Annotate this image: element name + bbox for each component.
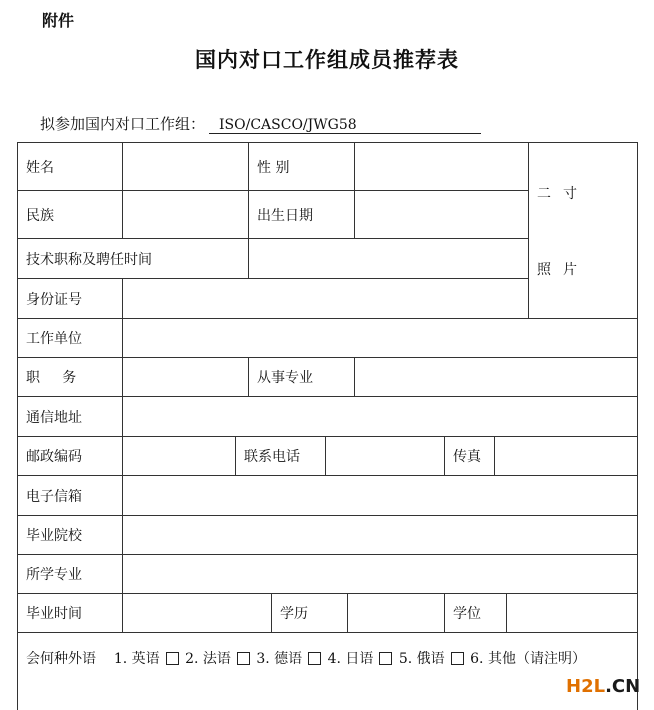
degree-label: 学位	[445, 594, 507, 633]
language-option-german: 3. 德语	[256, 651, 303, 667]
email-input[interactable]	[123, 476, 638, 516]
phone-label: 联系电话	[236, 437, 326, 476]
language-option-english: 1. 英语	[113, 651, 160, 667]
language-option-russian: 5. 俄语	[398, 651, 445, 667]
postcode-input[interactable]	[123, 437, 236, 476]
ethnicity-input[interactable]	[123, 191, 249, 239]
language-label: 会何种外语	[26, 651, 96, 667]
watermark-cn: .CN	[605, 676, 641, 697]
birthdate-input[interactable]	[355, 191, 529, 239]
email-label: 电子信箱	[18, 476, 123, 516]
language-option-japanese: 4. 日语	[327, 651, 374, 667]
working-group-label: 拟参加国内对口工作组：	[40, 115, 206, 133]
german-checkbox[interactable]	[308, 652, 321, 665]
language-option-other: 6. 其他（请注明）	[470, 651, 586, 667]
employer-input[interactable]	[123, 319, 638, 358]
specialty-label: 从事专业	[249, 358, 355, 397]
degree-input[interactable]	[507, 594, 638, 633]
photo-text-1: 二寸	[537, 185, 589, 202]
phone-input[interactable]	[326, 437, 445, 476]
recommendation-form-table	[17, 142, 641, 710]
postcode-label: 邮政编码	[18, 437, 123, 476]
language-option-french: 2. 法语	[185, 651, 231, 667]
position-input[interactable]	[123, 358, 249, 397]
title-time-label: 技术职称及聘任时间	[18, 239, 249, 279]
title-time-input[interactable]	[249, 239, 529, 279]
french-checkbox[interactable]	[237, 652, 250, 665]
name-input[interactable]	[123, 143, 249, 191]
watermark-h2l: H2L	[566, 676, 606, 697]
fax-label: 传真	[445, 437, 495, 476]
name-label: 姓名	[18, 143, 123, 191]
major-label: 所学专业	[18, 555, 123, 594]
address-label: 通信地址	[18, 397, 123, 437]
school-input[interactable]	[123, 516, 638, 555]
education-input[interactable]	[348, 594, 445, 633]
language-row	[18, 633, 641, 710]
photo-box[interactable]	[529, 143, 638, 319]
position-label: 职 务	[18, 358, 123, 397]
form-title: 国内对口工作组成员推荐表	[195, 47, 459, 72]
japanese-checkbox[interactable]	[379, 652, 392, 665]
id-number-input[interactable]	[123, 279, 529, 319]
grad-time-label: 毕业时间	[18, 594, 123, 633]
gender-label: 性 别	[249, 143, 355, 191]
birthdate-label: 出生日期	[249, 191, 355, 239]
attachment-label: 附件	[42, 11, 75, 30]
russian-checkbox[interactable]	[451, 652, 464, 665]
id-number-label: 身份证号	[18, 279, 123, 319]
photo-text-2: 照片	[537, 261, 589, 278]
school-label: 毕业院校	[18, 516, 123, 555]
english-checkbox[interactable]	[166, 652, 179, 665]
major-input[interactable]	[123, 555, 638, 594]
education-label: 学历	[272, 594, 348, 633]
working-group-value[interactable]: ISO/CASCO/JWG58	[209, 117, 481, 134]
employer-label: 工作单位	[18, 319, 123, 358]
fax-input[interactable]	[495, 437, 638, 476]
ethnicity-label: 民族	[18, 191, 123, 239]
gender-input[interactable]	[355, 143, 529, 191]
address-input[interactable]	[123, 397, 638, 437]
grad-time-input[interactable]	[123, 594, 272, 633]
specialty-input[interactable]	[355, 358, 638, 397]
working-group-line	[40, 113, 481, 134]
site-watermark	[566, 676, 640, 697]
